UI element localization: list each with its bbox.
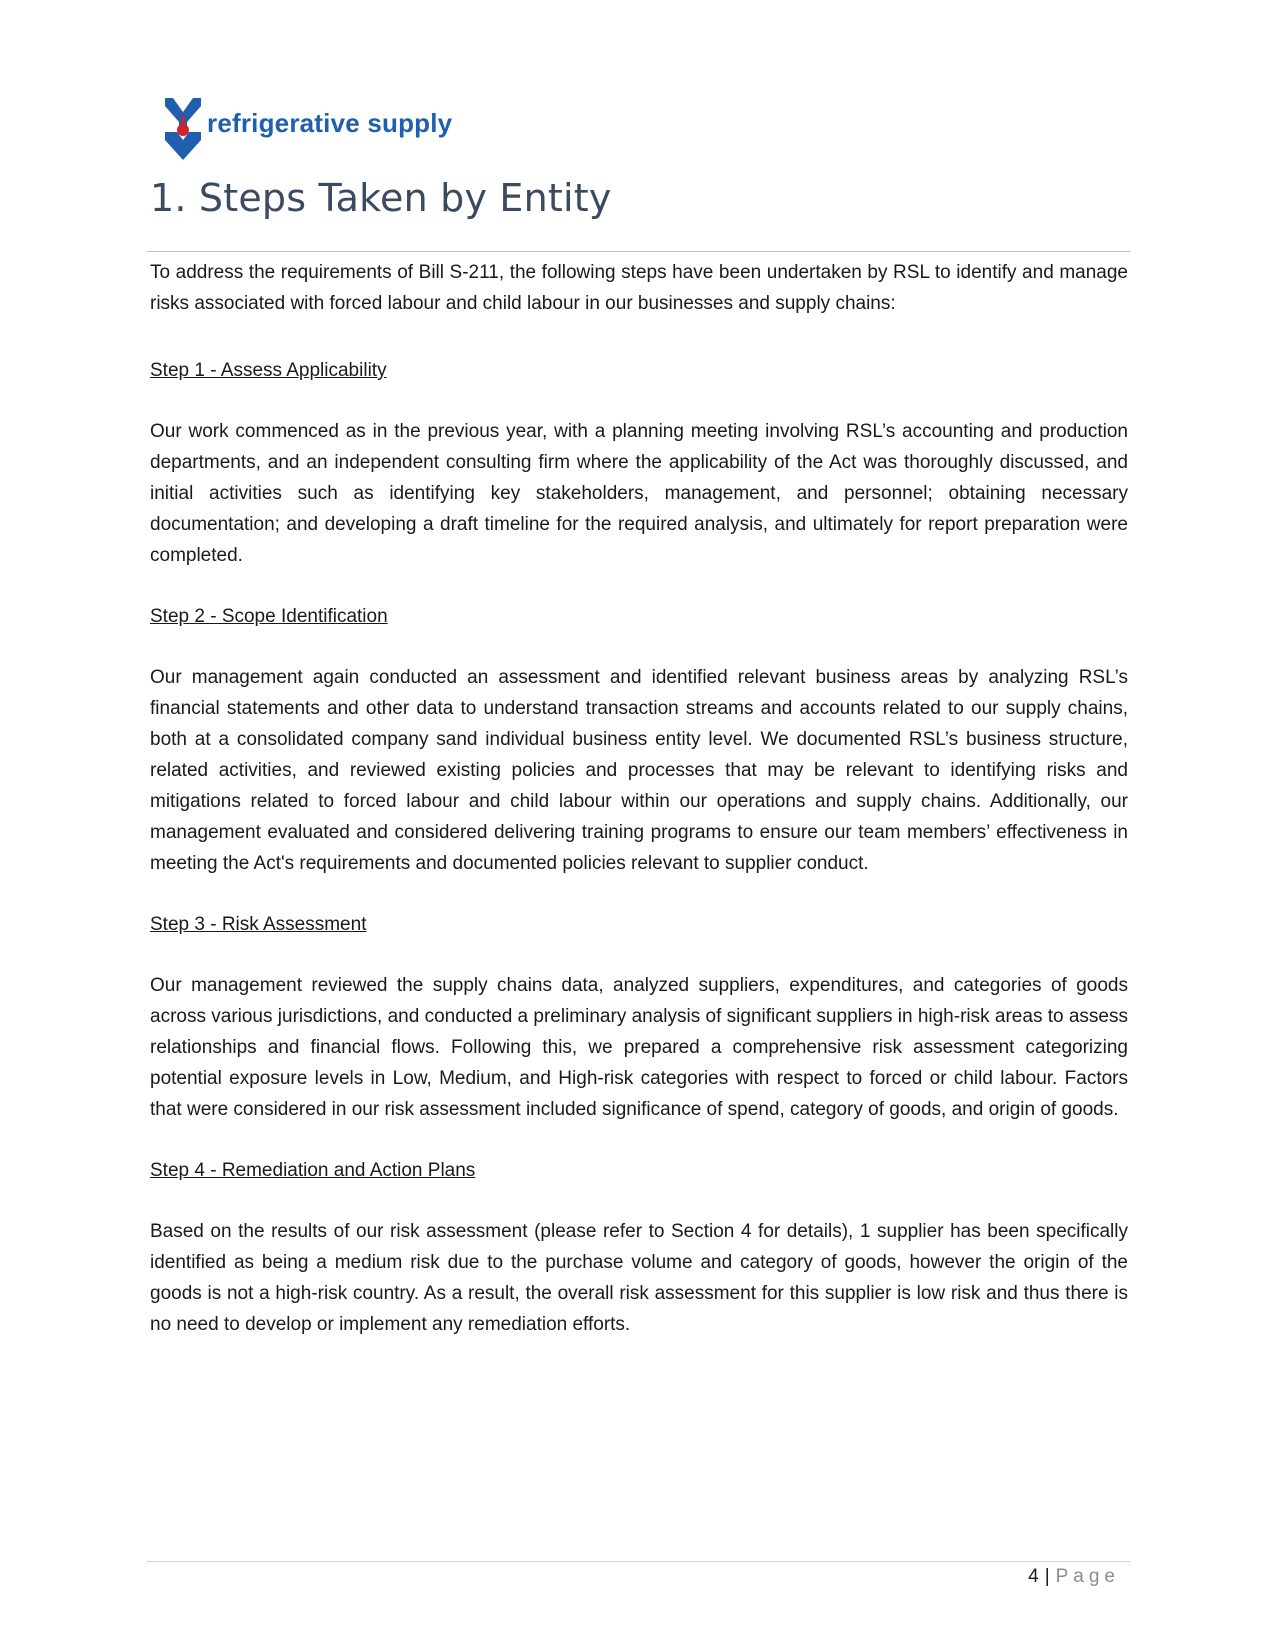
page-number: 4 xyxy=(1028,1566,1039,1587)
title-divider xyxy=(147,251,1130,252)
logo-wordmark: refrigerative supply xyxy=(207,107,453,138)
page-label: Page xyxy=(1055,1566,1120,1587)
footer-separator: | xyxy=(1044,1566,1050,1587)
step-2-paragraph: Our management again conducted an assessment and identified relevant business areas by analyzing RSL’s financial statements and other data to understand transaction streams and accounts related to our supply chains, both at a consolidated company sand individual business entity level. We documented RSL’s business structure, related activities, and reviewed existing policies and processes that may be relevant to identifying risks and mitigations related to forced labour and child labour within our operations and supply chains. Additionally, our management evaluated and considered delivering training programs to ensure our team members’ effectiveness in meeting the Act's requirements and documented policies relevant to supplier conduct. xyxy=(150,667,1128,874)
company-logo xyxy=(163,92,452,162)
step-2-heading: Step 2 - Scope Identification xyxy=(150,606,388,627)
step-4-heading: Step 4 - Remediation and Action Plans xyxy=(150,1160,476,1181)
page-footer xyxy=(1028,1566,1120,1588)
footer-divider xyxy=(147,1561,1130,1562)
page-title: 1. Steps Taken by Entity xyxy=(150,176,612,220)
intro-paragraph: To address the requirements of Bill S-211, the following steps have been undertaken by RSL to identify and manage risks associated with forced labour and child labour in our businesses and supply chains: xyxy=(150,262,1128,314)
step-1-paragraph: Our work commenced as in the previous year, with a planning meeting involving RSL’s accounting and production departments, and an independent consulting firm where the applicability of the Act was thoroughly discussed, and initial activities such as identifying key stakeholders, management, and personnel; obtaining necessary documentation; and developing a draft timeline for the required analysis, and ultimately for report preparation were completed. xyxy=(150,421,1128,566)
step-3-heading: Step 3 - Risk Assessment xyxy=(150,914,367,935)
step-1-heading: Step 1 - Assess Applicability xyxy=(150,360,387,381)
document-body xyxy=(150,257,1128,1370)
step-3-paragraph: Our management reviewed the supply chains data, analyzed suppliers, expenditures, and categories of goods across various jurisdictions, and conducted a preliminary analysis of significant suppliers in high-risk areas to assess relationships and financial flows. Following this, we prepared a comprehensive risk assessment categorizing potential exposure levels in Low, Medium, and High-risk categories with respect to forced or child labour. Factors that were considered in our risk assessment included significance of spend, category of goods, and origin of goods. xyxy=(150,975,1128,1120)
step-4-paragraph: Based on the results of our risk assessment (please refer to Section 4 for details), 1 supplier has been specifically identified as being a medium risk due to the purchase volume and category of goods, however the origin of the goods is not a high-risk country. As a result, the overall risk assessment for this supplier is low risk and thus there is no need to develop or implement any remediation efforts. xyxy=(150,1221,1128,1335)
refrigerative-supply-logo-icon xyxy=(163,92,203,162)
